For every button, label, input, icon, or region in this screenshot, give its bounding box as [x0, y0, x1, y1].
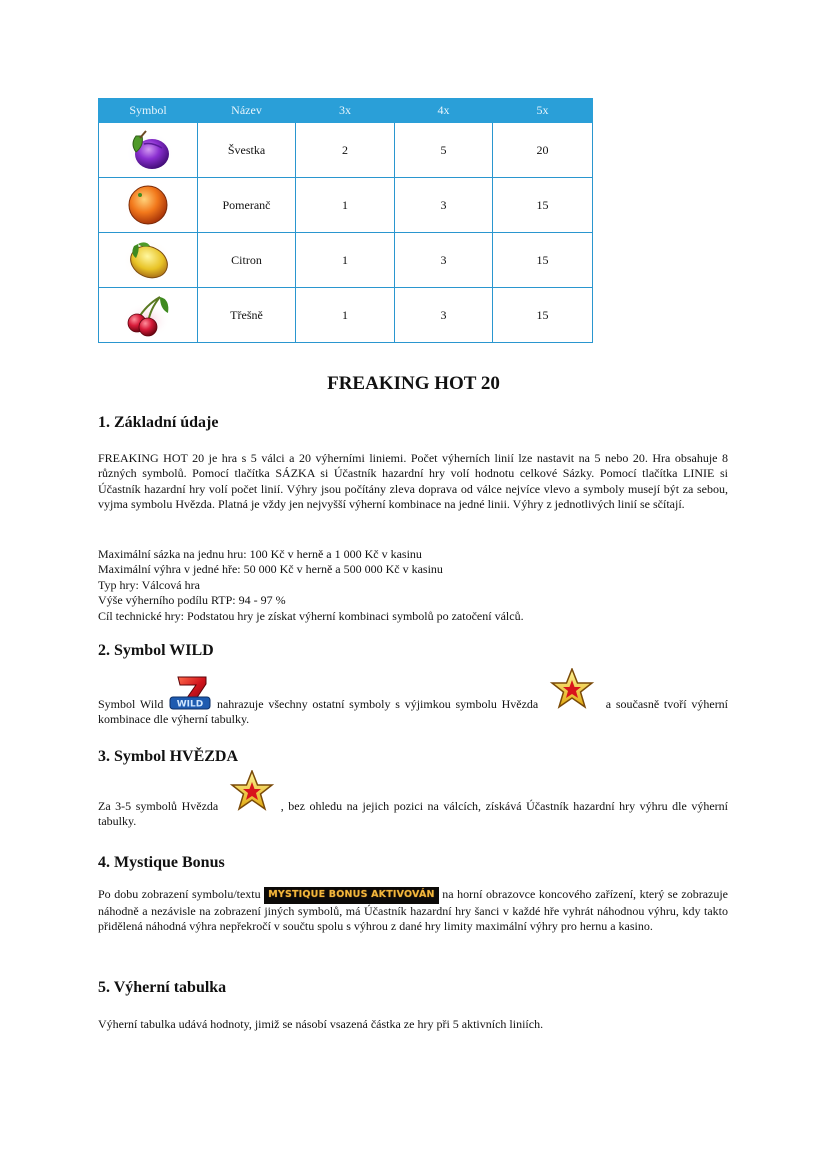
symbol-name: Třešně: [198, 288, 296, 343]
fact-game-type: Typ hry: Válcová hra: [98, 577, 200, 592]
document-title: FREAKING HOT 20: [327, 373, 500, 394]
svg-text:WILD: WILD: [176, 699, 204, 710]
symbol-cell: [99, 233, 198, 288]
mystique-paragraph: Po dobu zobrazení symbolu/textu MYSTIQUE BONUS AKTIVOVÁN na horní obrazovce koncového zařízení, který se zobrazuje náhodně a nezávisle na zobrazení jiných symbolů, má Účastník hazardní hry šanci v každé hře vyhrát náhodnou výhru, kdy takto přidělená náhodná výhra nepřekročí v součtu spolu s výhrou z dané hry limity maximální výhry pro hernu a kasino.: [98, 887, 729, 934]
paytable-paragraph: Výherní tabulka udává hodnoty, jimiž se násobí vsazená částka ze hry při 5 aktivních liniích.: [98, 1017, 544, 1031]
payout-3x: 1: [296, 288, 395, 343]
symbol-cell: [99, 123, 198, 178]
cherry-icon: [122, 291, 174, 339]
fact-goal: Cíl technické hry: Podstatou hry je získat výherní kombinaci symbolů po zatočení válců.: [98, 608, 524, 623]
header-4x: 4x: [395, 99, 493, 123]
table-row: [99, 123, 593, 178]
fact-rtp: Výše výherního podílu RTP: 94 - 97 %: [98, 593, 286, 608]
plum-icon: [122, 126, 174, 174]
table-row: [99, 288, 593, 343]
symbol-cell: [99, 178, 198, 233]
table-row: [99, 178, 593, 233]
basic-facts: [98, 547, 728, 624]
payout-5x: 20: [493, 123, 593, 178]
payout-3x: 2: [296, 123, 395, 178]
section-heading-paytable: 5. Výherní tabulka: [98, 979, 227, 996]
paytable: [98, 98, 593, 343]
lemon-icon: [122, 236, 174, 284]
payout-3x: 1: [296, 178, 395, 233]
section-heading-mystique: 4. Mystique Bonus: [98, 854, 225, 871]
payout-5x: 15: [493, 233, 593, 288]
payout-4x: 3: [395, 178, 493, 233]
paytable-header-row: [99, 99, 593, 123]
mystique-bonus-badge: MYSTIQUE BONUS AKTIVOVÁN: [264, 887, 438, 904]
header-5x: 5x: [493, 99, 593, 123]
fact-max-bet: Maximální sázka na jednu hru: 100 Kč v herně a 1 000 Kč v kasinu: [98, 547, 422, 561]
table-row: [99, 233, 593, 288]
orange-icon: [122, 181, 174, 229]
header-3x: 3x: [296, 99, 395, 123]
payout-5x: 15: [493, 288, 593, 343]
section-heading-star: 3. Symbol HVĚZDA: [98, 748, 239, 765]
header-symbol: Symbol: [99, 99, 198, 123]
payout-3x: 1: [296, 233, 395, 288]
star-icon: [229, 770, 275, 812]
payout-4x: 5: [395, 123, 493, 178]
section-heading-basic: 1. Základní údaje: [98, 414, 219, 431]
star-icon: [549, 668, 595, 710]
payout-4x: 3: [395, 288, 493, 343]
fact-max-win: Maximální výhra v jedné hře: 50 000 Kč v herně a 500 000 Kč v kasinu: [98, 562, 443, 577]
payout-5x: 15: [493, 178, 593, 233]
star-paragraph: Za 3-5 symbolů Hvězda , bez ohledu na jejich pozici na válcích, získává Účastník hazardní hry výhru dle výherní tabulky.: [98, 770, 728, 830]
symbol-cell: [99, 288, 198, 343]
section-heading-wild: 2. Symbol WILD: [98, 642, 214, 659]
basic-paragraph: FREAKING HOT 20 je hra s 5 válci a 20 výherními liniemi. Počet výherních linií lze nastavit na 5 nebo 20. Hra obsahuje 8 různých symbolů. Pomocí tlačítka SÁZKA si Účastník hazardní hry volí hodnotu celkové Sázky. Pomocí tlačítka LINIE si Účastník hazardní hry volí počet linií. Výhry jsou počítány zleva doprava od válce nejvíce vlevo a symboly musejí být za sebou, vyjma symbolu Hvězda. Platná je vždy jen nejvyšší výherní kombinace na jedné linii. Výhry z jednotlivých linií se sčítají.: [98, 451, 728, 512]
symbol-name: Citron: [198, 233, 296, 288]
payout-4x: 3: [395, 233, 493, 288]
symbol-name: Švestka: [198, 123, 296, 178]
wild-paragraph: Symbol Wild WILD nahrazuje všechny ostatní symboly s výjimkou symbolu Hvězda a současně tvoří výherní kombinace dle výherní tabulky.: [98, 668, 728, 728]
symbol-name: Pomeranč: [198, 178, 296, 233]
header-name: Název: [198, 99, 296, 123]
wild-seven-icon: [168, 675, 212, 711]
